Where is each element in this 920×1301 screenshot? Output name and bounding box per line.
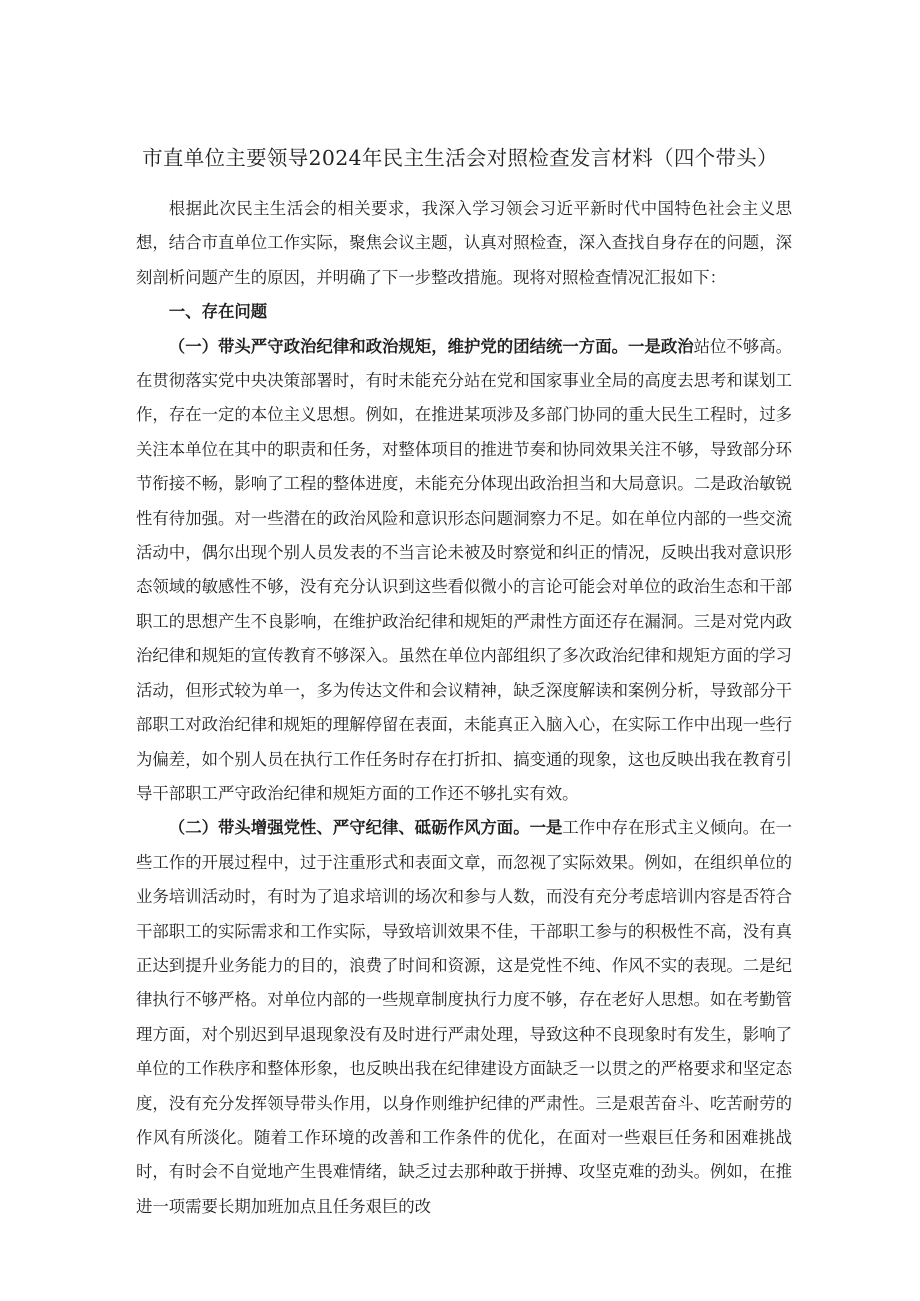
subsection-1-text: 站位不够高。在贯彻落实党中央决策部署时，有时未能充分站在党和国家事业全局的高度去思考和谋划工作，存在一定的本位主义思想。例如，在推进某项涉及多部门协同的重大民生工程时，过多关注本单位在其中的职责和任务，对整体项目的推进节奏和协同效果关注不够，导致部分环节衔接不畅，影响了工程的整体进度，未能充分体现出政治担当和大局意识。二是政治敏锐性有待加强。对一些潜在的政治风险和意识形态问题洞察力不足。如在单位内部的一些交流活动中，偶尔出现个别人员发表的不当言论未被及时察觉和纠正的情况，反映出我对意识形态领域的敏感性不够，没有充分认识到这些看似微小的言论可能会对单位的政治生态和干部职工的思想产生不良影响，在维护政治纪律和规矩的严肃性方面还存在漏洞。三是对党内政治纪律和规矩的宣传教育不够深入。虽然在单位内部组织了多次政治纪律和规矩方面的学习活动，但形式较为单一，多为传达文件和会议精神，缺乏深度解读和案例分析，导致部分干部职工对政治纪律和规矩的理解停留在表面，未能真正入脑入心，在实际工作中出现一些行为偏差，如个别人员在执行工作任务时存在打折扣、搞变通的现象，这也反映出我在教育引导干部职工严守政治纪律和规矩方面的工作还不够扎实有效。 <box>136 336 793 803</box>
subsection-1-lead: （一）带头严守政治纪律和政治规矩，维护党的团结统一方面。一是政治 <box>168 336 694 356</box>
subsection-2-text: 工作中存在形式主义倾向。在一些工作的开展过程中，过于注重形式和表面文章，而忽视了实际效果。例如，在组织单位的业务培训活动时，有时为了追求培训的场次和参与人数，而没有充分考虑培训内容是否符合干部职工的实际需求和工作实际，导致培训效果不佳，干部职工参与的积极性不高，没有真正达到提升业务能力的目的，浪费了时间和资源，这是党性不纯、作风不实的表现。二是纪律执行不够严格。对单位内部的一些规章制度执行力度不够，存在老好人思想。如在考勤管理方面，对个别迟到早退现象没有及时进行严肃处理，导致这种不良现象时有发生，影响了单位的工作秩序和整体形象，也反映出我在纪律建设方面缺乏一以贯之的严格要求和坚定态度，没有充分发挥领导带头作用，以身作则维护纪律的严肃性。三是艰苦奋斗、吃苦耐劳的作风有所淡化。随着工作环境的改善和工作条件的优化，在面对一些艰巨任务和困难挑战时，有时会不自觉地产生畏难情绪，缺乏过去那种敢于拼搏、攻坚克难的劲头。例如，在推进一项需要长期加班加点且任务艰巨的改 <box>136 818 793 1216</box>
document-title: 市直单位主要领导2024年民主生活会对照检查发言材料（四个带头） <box>142 146 778 170</box>
subsection-2-paragraph <box>136 811 792 1224</box>
subsection-2-lead: （二）带头增强党性、严守纪律、砥砺作风方面。一是 <box>168 818 563 838</box>
document-body <box>136 192 792 1224</box>
intro-paragraph: 根据此次民主生活会的相关要求，我深入学习领会习近平新时代中国特色社会主义思想，结合市直单位工作实际，聚焦会议主题，认真对照检查，深入查找自身存在的问题，深刻剖析问题产生的原因，并明确了下一步整改措施。现将对照检查情况汇报如下： <box>136 199 792 287</box>
subsection-1-paragraph <box>136 330 792 812</box>
section-heading-problems: 一、存在问题 <box>168 302 268 322</box>
